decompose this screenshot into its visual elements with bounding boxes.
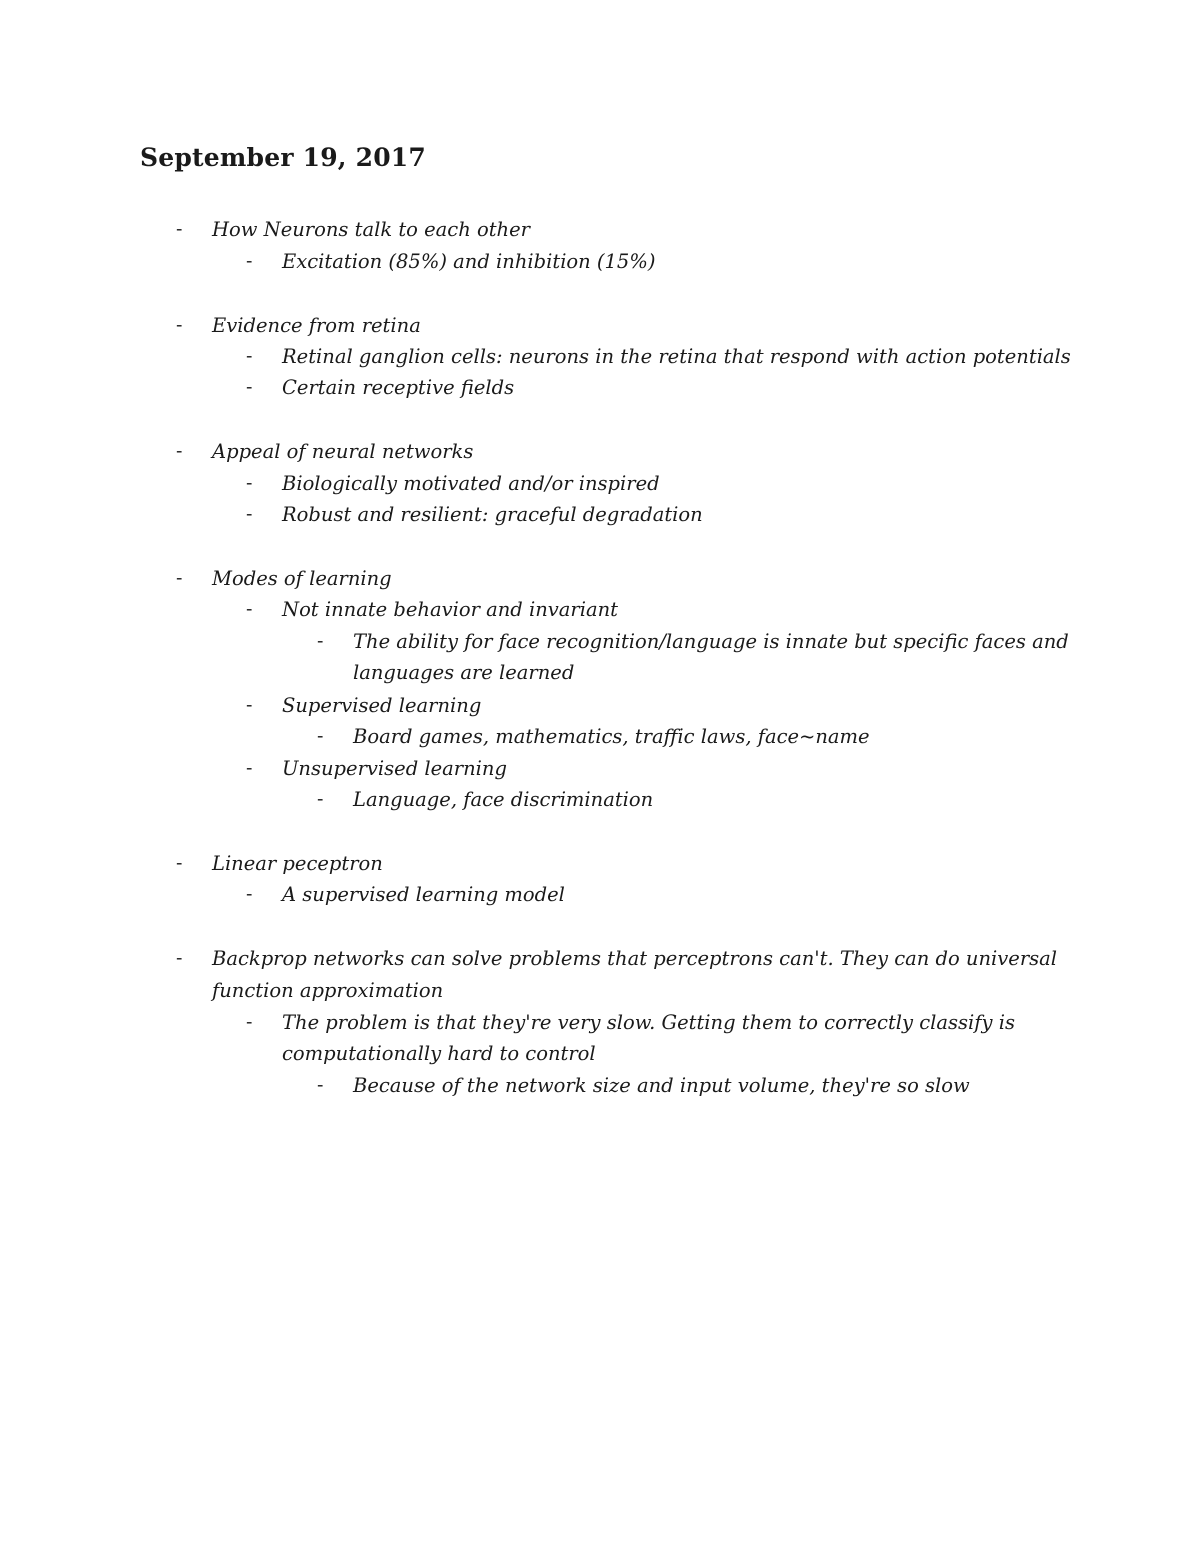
bullet-dash: -: [317, 630, 324, 652]
bullet-dash: -: [317, 788, 324, 810]
bullet-dash: -: [246, 694, 253, 716]
outline-item-level3: Because of the network size and input volume, they're so slow: [353, 1074, 970, 1097]
outline-item-level2: The problem is that they're very slow. Getting them to correctly classify is: [282, 1011, 1015, 1034]
bullet-dash: -: [176, 218, 183, 240]
bullet-dash: -: [176, 314, 183, 336]
outline-item-level1: Appeal of neural networks: [212, 440, 474, 463]
outline-item-level1: Backprop networks can solve problems that perceptrons can't. They can do universal: [212, 947, 1058, 970]
outline-item-level2: Certain receptive fields: [282, 376, 515, 399]
outline-item-level2: Robust and resilient: graceful degradation: [282, 503, 703, 526]
bullet-dash: -: [246, 503, 253, 525]
bullet-dash: -: [246, 472, 253, 494]
outline-item-continuation: computationally hard to control: [282, 1042, 596, 1065]
outline-item-level1: Evidence from retina: [212, 314, 421, 337]
bullet-dash: -: [176, 440, 183, 462]
bullet-dash: -: [246, 757, 253, 779]
outline-item-level2: A supervised learning model: [282, 883, 565, 906]
bullet-dash: -: [246, 376, 253, 398]
outline-item-continuation: function approximation: [212, 979, 444, 1002]
outline-item-level3: Board games, mathematics, traffic laws, face~name: [353, 725, 870, 748]
bullet-dash: -: [246, 598, 253, 620]
outline-item-level2: Excitation (85%) and inhibition (15%): [282, 250, 656, 273]
bullet-dash: -: [176, 852, 183, 874]
outline-item-level1: Linear peceptron: [212, 852, 383, 875]
outline-item-level2: Biologically motivated and/or inspired: [282, 472, 660, 495]
bullet-dash: -: [176, 567, 183, 589]
bullet-dash: -: [246, 250, 253, 272]
outline-item-level3: Language, face discrimination: [353, 788, 654, 811]
outline-item-level1: Modes of learning: [212, 567, 392, 590]
bullet-dash: -: [317, 1074, 324, 1096]
outline-item-level2: Retinal ganglion cells: neurons in the retina that respond with action potentials: [282, 345, 1071, 368]
outline-item-level2: Unsupervised learning: [282, 757, 507, 780]
outline-item-level2: Not innate behavior and invariant: [282, 598, 618, 621]
outline-item-level3: The ability for face recognition/language is innate but specific faces and: [353, 630, 1069, 653]
bullet-dash: -: [317, 725, 324, 747]
bullet-dash: -: [176, 947, 183, 969]
bullet-dash: -: [246, 883, 253, 905]
page-title: September 19, 2017: [140, 143, 426, 172]
outline-item-level2: Supervised learning: [282, 694, 482, 717]
outline-item-continuation: languages are learned: [353, 661, 575, 684]
bullet-dash: -: [246, 1011, 253, 1033]
outline-item-level1: How Neurons talk to each other: [212, 218, 530, 241]
bullet-dash: -: [246, 345, 253, 367]
